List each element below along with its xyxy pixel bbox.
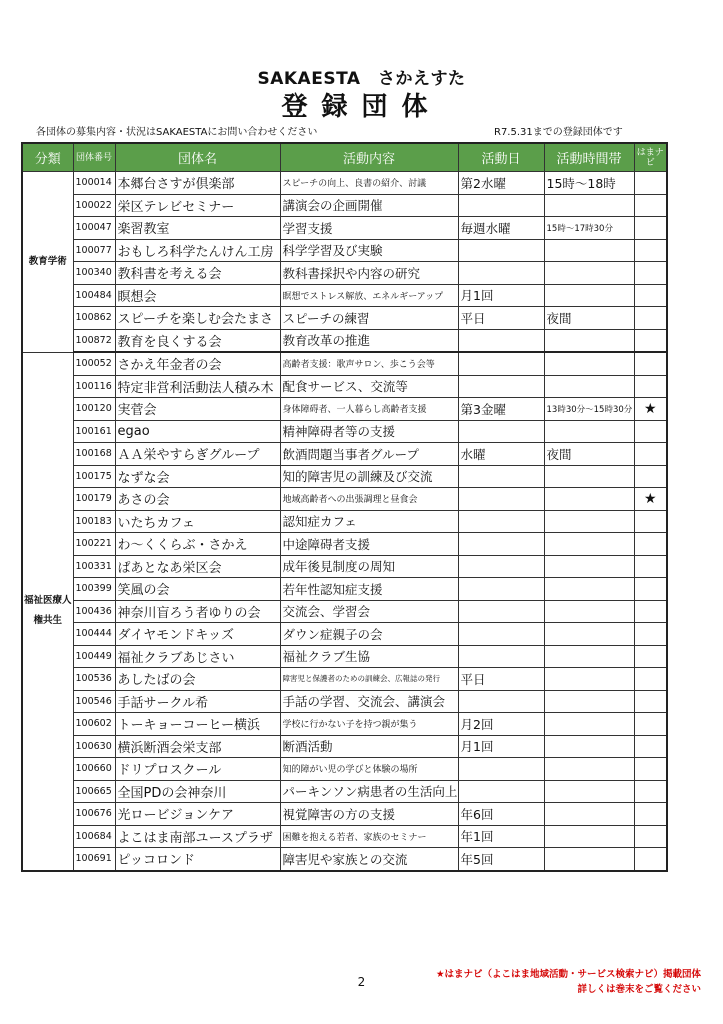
col-header-number: 団体番号 bbox=[73, 143, 115, 172]
hamanavi-cell bbox=[634, 510, 667, 533]
table-row bbox=[22, 510, 667, 533]
number-cell: 100872 bbox=[73, 329, 115, 352]
name-cell: 光ロービジョンケア bbox=[115, 803, 280, 826]
name-cell: トーキョーコーヒー横浜 bbox=[115, 713, 280, 736]
hamanavi-cell bbox=[634, 239, 667, 262]
page-title: 登録団体 bbox=[281, 92, 442, 122]
name-cell: ダイヤモンドキッズ bbox=[115, 623, 280, 646]
day-cell: 年1回 bbox=[458, 825, 544, 848]
table-row bbox=[22, 443, 667, 466]
table-row bbox=[22, 194, 667, 217]
day-cell: 毎週水曜 bbox=[458, 217, 544, 240]
day-cell: 平日 bbox=[458, 668, 544, 691]
name-cell: 教科書を考える会 bbox=[115, 262, 280, 285]
time-cell: 夜間 bbox=[544, 307, 634, 330]
table-row bbox=[22, 217, 667, 240]
hamanavi-cell bbox=[634, 172, 667, 195]
number-cell: 100449 bbox=[73, 645, 115, 668]
day-cell bbox=[458, 262, 544, 285]
table-row bbox=[22, 825, 667, 848]
table-row bbox=[22, 352, 667, 375]
groups-table bbox=[21, 142, 668, 872]
time-cell bbox=[544, 758, 634, 781]
activity-cell: 成年後見制度の周知 bbox=[280, 555, 458, 578]
day-cell: 第2水曜 bbox=[458, 172, 544, 195]
number-cell: 100052 bbox=[73, 352, 115, 375]
name-cell: よこはま南部ユースプラザ bbox=[115, 825, 280, 848]
time-cell bbox=[544, 578, 634, 601]
day-cell bbox=[458, 194, 544, 217]
hamanavi-cell bbox=[634, 690, 667, 713]
number-cell: 100014 bbox=[73, 172, 115, 195]
activity-cell: 知的障がい児の学びと体験の場所 bbox=[280, 758, 458, 781]
activity-cell: 困難を抱える若者、家族のセミナー bbox=[280, 825, 458, 848]
activity-cell: 障害児と保護者のための訓練会、広報誌の発行 bbox=[280, 668, 458, 691]
hamanavi-cell bbox=[634, 578, 667, 601]
number-cell: 100340 bbox=[73, 262, 115, 285]
activity-cell: 手話の学習、交流会、講演会 bbox=[280, 690, 458, 713]
time-cell bbox=[544, 284, 634, 307]
time-cell bbox=[544, 329, 634, 352]
activity-cell: 精神障碍者等の支援 bbox=[280, 420, 458, 443]
time-cell: 15時～18時 bbox=[544, 172, 634, 195]
hamanavi-cell bbox=[634, 735, 667, 758]
activity-cell: 障害児や家族との交流 bbox=[280, 848, 458, 871]
hamanavi-cell bbox=[634, 533, 667, 556]
time-cell bbox=[544, 488, 634, 511]
category-cell: 教育学術 bbox=[22, 172, 73, 353]
number-cell: 100399 bbox=[73, 578, 115, 601]
name-cell: なずな会 bbox=[115, 465, 280, 488]
day-cell: 月1回 bbox=[458, 735, 544, 758]
hamanavi-cell bbox=[634, 848, 667, 871]
activity-cell: 若年性認知症支援 bbox=[280, 578, 458, 601]
day-cell bbox=[458, 375, 544, 398]
hamanavi-cell bbox=[634, 623, 667, 646]
table-row bbox=[22, 375, 667, 398]
number-cell: 100436 bbox=[73, 600, 115, 623]
col-header-activity: 活動内容 bbox=[280, 143, 458, 172]
activity-cell: パーキンソン病患者の生活向上 bbox=[280, 780, 458, 803]
col-header-day: 活動日 bbox=[458, 143, 544, 172]
details-note: 詳しくは巻末をご覧ください bbox=[577, 984, 701, 995]
day-cell bbox=[458, 758, 544, 781]
name-cell: 全国PDの会神奈川 bbox=[115, 780, 280, 803]
day-cell bbox=[458, 465, 544, 488]
title-latin: SAKAESTA さかえすた bbox=[257, 69, 466, 89]
activity-cell: 交流会、学習会 bbox=[280, 600, 458, 623]
name-cell: ピッコロンド bbox=[115, 848, 280, 871]
time-cell bbox=[544, 352, 634, 375]
name-cell: ドリプロスクール bbox=[115, 758, 280, 781]
hamanavi-cell bbox=[634, 352, 667, 375]
hamanavi-cell bbox=[634, 713, 667, 736]
table-row bbox=[22, 262, 667, 285]
hamanavi-cell bbox=[634, 217, 667, 240]
name-cell: あさの会 bbox=[115, 488, 280, 511]
number-cell: 100862 bbox=[73, 307, 115, 330]
day-cell bbox=[458, 555, 544, 578]
name-cell: あしたばの会 bbox=[115, 668, 280, 691]
day-cell: 年5回 bbox=[458, 848, 544, 871]
number-cell: 100120 bbox=[73, 398, 115, 421]
number-cell: 100691 bbox=[73, 848, 115, 871]
table-row bbox=[22, 780, 667, 803]
table-row bbox=[22, 623, 667, 646]
activity-cell: 中途障碍者支援 bbox=[280, 533, 458, 556]
time-cell bbox=[544, 623, 634, 646]
number-cell: 100546 bbox=[73, 690, 115, 713]
table-row bbox=[22, 555, 667, 578]
hamanavi-cell bbox=[634, 780, 667, 803]
table-row bbox=[22, 172, 667, 195]
number-cell: 100602 bbox=[73, 713, 115, 736]
name-cell: 特定非営利活動法人積み木 bbox=[115, 375, 280, 398]
name-cell: おもしろ科学たんけん工房 bbox=[115, 239, 280, 262]
table-row bbox=[22, 713, 667, 736]
day-cell bbox=[458, 488, 544, 511]
time-cell: 13時30分～15時30分 bbox=[544, 398, 634, 421]
name-cell: ぱあとなあ栄区会 bbox=[115, 555, 280, 578]
day-cell bbox=[458, 578, 544, 601]
number-cell: 100684 bbox=[73, 825, 115, 848]
activity-cell: 地域高齢者への出張調理と昼食会 bbox=[280, 488, 458, 511]
activity-cell: 飲酒問題当事者グループ bbox=[280, 443, 458, 466]
table-row bbox=[22, 735, 667, 758]
name-cell: 栄区テレビセミナー bbox=[115, 194, 280, 217]
activity-cell: 講演会の企画開催 bbox=[280, 194, 458, 217]
day-cell: 月1回 bbox=[458, 284, 544, 307]
activity-cell: 教科書採択や内容の研究 bbox=[280, 262, 458, 285]
name-cell: 楽習教室 bbox=[115, 217, 280, 240]
time-cell bbox=[544, 645, 634, 668]
time-cell bbox=[544, 375, 634, 398]
activity-cell: ダウン症親子の会 bbox=[280, 623, 458, 646]
number-cell: 100660 bbox=[73, 758, 115, 781]
number-cell: 100331 bbox=[73, 555, 115, 578]
number-cell: 100116 bbox=[73, 375, 115, 398]
time-cell bbox=[544, 803, 634, 826]
time-cell bbox=[544, 780, 634, 803]
time-cell bbox=[544, 533, 634, 556]
activity-cell: 科学学習及び実験 bbox=[280, 239, 458, 262]
activity-cell: 学校に行かない子を持つ親が集う bbox=[280, 713, 458, 736]
number-cell: 100161 bbox=[73, 420, 115, 443]
activity-cell: 断酒活動 bbox=[280, 735, 458, 758]
time-cell bbox=[544, 825, 634, 848]
hamanavi-cell bbox=[634, 668, 667, 691]
hamanavi-cell: ★ bbox=[634, 488, 667, 511]
name-cell: 福祉クラブあじさい bbox=[115, 645, 280, 668]
table-row bbox=[22, 488, 667, 511]
hamanavi-cell bbox=[634, 645, 667, 668]
time-cell bbox=[544, 465, 634, 488]
hamanavi-cell bbox=[634, 600, 667, 623]
number-cell: 100168 bbox=[73, 443, 115, 466]
day-cell: 水曜 bbox=[458, 443, 544, 466]
time-cell bbox=[544, 735, 634, 758]
number-cell: 100047 bbox=[73, 217, 115, 240]
day-cell bbox=[458, 690, 544, 713]
time-cell bbox=[544, 713, 634, 736]
col-header-name: 団体名 bbox=[115, 143, 280, 172]
time-cell bbox=[544, 668, 634, 691]
hamanavi-cell bbox=[634, 194, 667, 217]
name-cell: さかえ年金者の会 bbox=[115, 352, 280, 375]
time-cell bbox=[544, 848, 634, 871]
col-header-time: 活動時間帯 bbox=[544, 143, 634, 172]
name-cell: 実菅会 bbox=[115, 398, 280, 421]
hamanavi-cell bbox=[634, 555, 667, 578]
number-cell: 100022 bbox=[73, 194, 115, 217]
table-row bbox=[22, 600, 667, 623]
day-cell: 平日 bbox=[458, 307, 544, 330]
table-row bbox=[22, 398, 667, 421]
table-row bbox=[22, 307, 667, 330]
time-cell bbox=[544, 555, 634, 578]
table-row bbox=[22, 533, 667, 556]
time-cell bbox=[544, 262, 634, 285]
hamanavi-cell bbox=[634, 465, 667, 488]
table-row bbox=[22, 668, 667, 691]
hamanavi-cell bbox=[634, 284, 667, 307]
activity-cell: 瞑想でストレス解放、エネルギーアップ bbox=[280, 284, 458, 307]
table-row bbox=[22, 465, 667, 488]
hamanavi-cell bbox=[634, 825, 667, 848]
number-cell: 100536 bbox=[73, 668, 115, 691]
activity-cell: 高齢者支援：歌声サロン、歩こう会等 bbox=[280, 352, 458, 375]
hamanavi-cell bbox=[634, 307, 667, 330]
table-header-row bbox=[22, 143, 667, 172]
hamanavi-cell bbox=[634, 262, 667, 285]
hamanavi-cell: ★ bbox=[634, 398, 667, 421]
number-cell: 100183 bbox=[73, 510, 115, 533]
name-cell: わ～くくらぶ・さかえ bbox=[115, 533, 280, 556]
day-cell: 第3金曜 bbox=[458, 398, 544, 421]
time-cell bbox=[544, 420, 634, 443]
name-cell: ＡＡ栄やすらぎグループ bbox=[115, 443, 280, 466]
table-row bbox=[22, 645, 667, 668]
number-cell: 100175 bbox=[73, 465, 115, 488]
name-cell: スピーチを楽しむ会たまさ bbox=[115, 307, 280, 330]
date-note: R7.5.31までの登録団体です bbox=[494, 127, 623, 138]
time-cell bbox=[544, 239, 634, 262]
col-header-hamanavi: はまナビ bbox=[634, 143, 667, 172]
table-row bbox=[22, 329, 667, 352]
table-row bbox=[22, 420, 667, 443]
hamanavi-cell bbox=[634, 420, 667, 443]
number-cell: 100676 bbox=[73, 803, 115, 826]
name-cell: 横浜断酒会栄支部 bbox=[115, 735, 280, 758]
page-number: 2 bbox=[357, 975, 366, 989]
table-row bbox=[22, 758, 667, 781]
number-cell: 100179 bbox=[73, 488, 115, 511]
name-cell: egao bbox=[115, 420, 280, 443]
inquiry-note: 各団体の募集内容・状況はSAKAESTAにお問い合わせください bbox=[36, 127, 318, 138]
table-row bbox=[22, 284, 667, 307]
activity-cell: 身体障碍者、一人暮らし高齢者支援 bbox=[280, 398, 458, 421]
hamanavi-cell bbox=[634, 443, 667, 466]
activity-cell: スピーチの向上、良書の紹介、討議 bbox=[280, 172, 458, 195]
table-row bbox=[22, 690, 667, 713]
day-cell: 月2回 bbox=[458, 713, 544, 736]
name-cell: 教育を良くする会 bbox=[115, 329, 280, 352]
col-header-category: 分類 bbox=[22, 143, 73, 172]
time-cell bbox=[544, 690, 634, 713]
name-cell: いたちカフェ bbox=[115, 510, 280, 533]
activity-cell: 教育改革の推進 bbox=[280, 329, 458, 352]
name-cell: 瞑想会 bbox=[115, 284, 280, 307]
table-row bbox=[22, 578, 667, 601]
hamanavi-legend: ★はまナビ（よこはま地域活動・サービス検索ナビ）掲載団体 bbox=[435, 969, 701, 980]
day-cell bbox=[458, 623, 544, 646]
activity-cell: 視覚障害の方の支援 bbox=[280, 803, 458, 826]
hamanavi-cell bbox=[634, 375, 667, 398]
number-cell: 100665 bbox=[73, 780, 115, 803]
day-cell: 年6回 bbox=[458, 803, 544, 826]
hamanavi-cell bbox=[634, 758, 667, 781]
name-cell: 手話サークル希 bbox=[115, 690, 280, 713]
name-cell: 本郷台さすが倶楽部 bbox=[115, 172, 280, 195]
name-cell: 笑風の会 bbox=[115, 578, 280, 601]
day-cell bbox=[458, 533, 544, 556]
day-cell bbox=[458, 510, 544, 533]
activity-cell: 認知症カフェ bbox=[280, 510, 458, 533]
hamanavi-cell bbox=[634, 803, 667, 826]
table-row bbox=[22, 803, 667, 826]
day-cell bbox=[458, 780, 544, 803]
number-cell: 100444 bbox=[73, 623, 115, 646]
day-cell bbox=[458, 645, 544, 668]
day-cell bbox=[458, 420, 544, 443]
table-row bbox=[22, 848, 667, 871]
hamanavi-cell bbox=[634, 329, 667, 352]
time-cell: 15時～17時30分 bbox=[544, 217, 634, 240]
day-cell bbox=[458, 239, 544, 262]
day-cell bbox=[458, 329, 544, 352]
time-cell bbox=[544, 194, 634, 217]
table-row bbox=[22, 239, 667, 262]
activity-cell: 福祉クラブ生協 bbox=[280, 645, 458, 668]
activity-cell: スピーチの練習 bbox=[280, 307, 458, 330]
name-cell: 神奈川盲ろう者ゆりの会 bbox=[115, 600, 280, 623]
number-cell: 100221 bbox=[73, 533, 115, 556]
number-cell: 100077 bbox=[73, 239, 115, 262]
number-cell: 100484 bbox=[73, 284, 115, 307]
time-cell bbox=[544, 510, 634, 533]
time-cell bbox=[544, 600, 634, 623]
category-cell: 福祉医療人権共生 bbox=[22, 352, 73, 871]
day-cell bbox=[458, 600, 544, 623]
time-cell: 夜間 bbox=[544, 443, 634, 466]
number-cell: 100630 bbox=[73, 735, 115, 758]
activity-cell: 配食サービス、交流等 bbox=[280, 375, 458, 398]
activity-cell: 学習支援 bbox=[280, 217, 458, 240]
activity-cell: 知的障害児の訓練及び交流 bbox=[280, 465, 458, 488]
day-cell bbox=[458, 352, 544, 375]
